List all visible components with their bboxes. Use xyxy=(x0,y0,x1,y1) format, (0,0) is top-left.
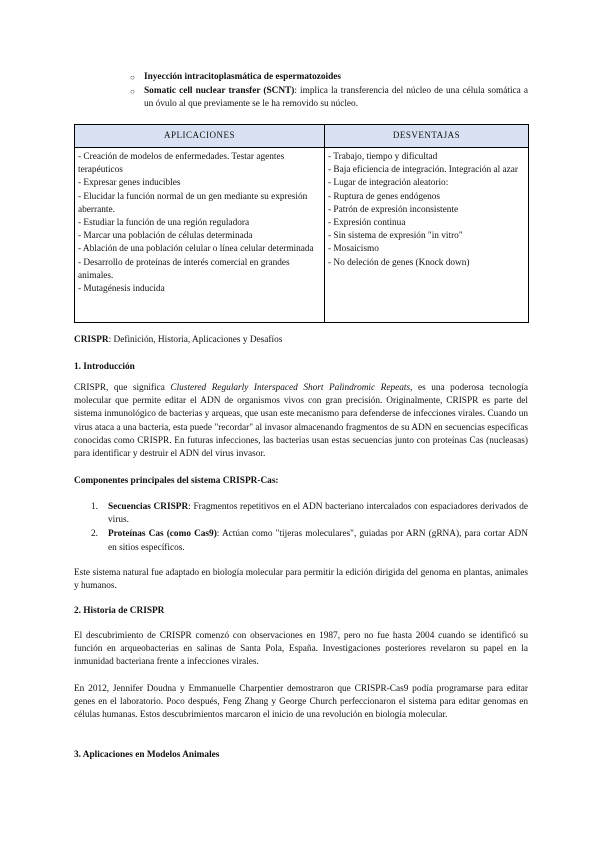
table-line: - Mutagénesis inducida xyxy=(78,284,165,295)
circle-bullet-icon: ○ xyxy=(130,73,135,82)
history-paragraph-1: El descubrimiento de CRISPR comenzó con observaciones en 1987, pero no fue hasta 2004 cuando se identificó su función en arqueobacterias en salinas de Santa Pola, España. Investigaciones posteriores revelaron su papel en la inmunidad bacteriana frente a infecciones virales. xyxy=(74,631,528,668)
components-list xyxy=(74,501,528,555)
sub-bullet-list xyxy=(130,71,528,112)
table-line: - Elucidar la función normal de un gen mediante su expresión aberrante. xyxy=(78,191,308,215)
table-header-aplicaciones: APLICACIONES xyxy=(75,125,325,148)
table-line: - Sin sistema de expresión "in vitro" xyxy=(328,231,463,242)
table-line: - Baja eficiencia de integración. Integración al azar xyxy=(328,165,518,176)
table-line: - Expresión continua xyxy=(328,218,406,229)
list-item: 2. Proteínas Cas (como Cas9): Actúan como "tijeras moleculares", guiadas por ARN (gRNA), para cortar ADN en sitios específicos. xyxy=(91,529,528,553)
aplicaciones-cell xyxy=(75,148,325,323)
table-line: - Lugar de integración aleatorio: xyxy=(328,178,449,189)
document-title: CRISPR: Definición, Historia, Aplicaciones y Desafíos xyxy=(74,335,283,345)
history-paragraph-2: En 2012, Jennifer Doudna y Emmanuelle Charpentier demostraron que CRISPR-Cas9 podía programarse para editar genes en el laboratorio. Poco después, Feng Zhang y George Church perfeccionaron el sistema para editar genomas en células humanas. Estos descubrimientos marcaron el inicio de una revolución en biología molecular. xyxy=(74,684,528,721)
table-line: - Creación de modelos de enfermedades. Testar agentes terapéuticos xyxy=(78,152,285,176)
list-item: ○ Inyección intracitoplasmática de espermatozoides xyxy=(130,71,528,84)
table-line: - Trabajo, tiempo y dificultad xyxy=(328,152,438,162)
table-line: - Patrón de expresión inconsistente xyxy=(328,204,459,215)
table-line: - Estudiar la función de una región reguladora xyxy=(78,218,250,229)
section-heading-history: 2. Historia de CRISPR xyxy=(74,606,165,616)
section-heading-intro: 1. Introducción xyxy=(74,362,135,372)
table-line: - Expresar genes inducibles xyxy=(78,178,181,189)
adapted-paragraph: Este sistema natural fue adaptado en biología molecular para permitir la edición dirigida del genoma en plantas, animales y humanos. xyxy=(74,568,528,592)
table-line: - Ruptura de genes endógenos xyxy=(328,191,441,202)
intro-paragraph: CRISPR, que significa Clustered Regularly Interspaced Short Palindromic Repeats, es una poderosa tecnología molecular que permite editar el ADN de organismos vivos con gran precisión. Originalmente, CRISPR es parte del sistema inmunológico de bacterias y arqueas, que usan este mecanismo para defenderse de infecciones virales. Cuando un virus ataca a una bacteria, esta puede "recordar" al invasor almacenando fragmentos de su ADN en secuencias específicas conocidas como CRISPR. En futuras infecciones, las bacterias usan estas secuencias junto con proteínas Cas (nucleasas) para identificar y destruir el ADN del virus invasor. xyxy=(74,383,528,460)
table-line: - Ablación de una población celular o línea celular determinada xyxy=(78,244,314,255)
list-item: ○ Somatic cell nuclear transfer (SCNT): implica la transferencia del núcleo de una célula somática a un óvulo al que previamente se le ha removido su núcleo. xyxy=(130,86,528,110)
table-line: - No deleción de genes (Knock down) xyxy=(328,257,470,268)
table-line: - Desarrollo de proteínas de interés comercial en grandes animales. xyxy=(78,257,290,281)
comparison-table xyxy=(74,124,529,323)
table-line: - Marcar una población de células determinada xyxy=(78,231,253,242)
components-heading: Componentes principales del sistema CRISPR-Cas: xyxy=(74,476,279,486)
list-item: 1. Secuencias CRISPR: Fragmentos repetitivos en el ADN bacteriano intercalados con espaciadores derivados de virus. xyxy=(91,502,528,526)
table-line: - Mosaicismo xyxy=(328,244,379,255)
circle-bullet-icon: ○ xyxy=(130,87,135,97)
section-heading-apps: 3. Aplicaciones en Modelos Animales xyxy=(74,750,220,760)
table-header-desventajas: DESVENTAJAS xyxy=(325,125,529,148)
desventajas-cell xyxy=(325,148,529,323)
